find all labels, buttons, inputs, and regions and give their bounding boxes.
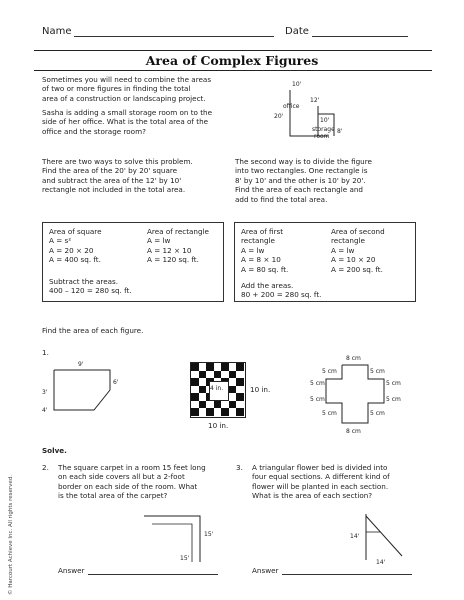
date-field[interactable] bbox=[312, 36, 408, 37]
fig3-top-dim: 8 cm bbox=[346, 355, 361, 362]
checker-square bbox=[214, 401, 222, 409]
checker-square bbox=[221, 363, 229, 371]
office-left-dim: 20' bbox=[274, 113, 284, 120]
svg-text:14': 14' bbox=[350, 533, 360, 540]
office-mid-dim: 12' bbox=[310, 97, 320, 104]
answer-field-3[interactable] bbox=[282, 574, 412, 575]
checker-square bbox=[191, 378, 199, 386]
svg-text:5 cm: 5 cm bbox=[322, 410, 337, 417]
answer-field-2[interactable] bbox=[88, 574, 218, 575]
checker-square bbox=[229, 371, 237, 379]
question-2-text: The square carpet in a room 15 feet long on each side covers all but a 2-foot border on each side of the room. What is the total area of the carpet? bbox=[58, 463, 206, 501]
fig2-right-dim: 10 in. bbox=[250, 385, 271, 394]
question-3-text: A triangular flower bed is divided into four equal sections. A different kind of flower will be planted in each section. What is the area of each section? bbox=[252, 463, 390, 501]
checker-square bbox=[236, 393, 244, 401]
question-1-number: 1. bbox=[42, 348, 49, 357]
solution-box-two: Area of first rectangle A = lw A = 8 × 10 A = 80 sq. ft. Area of second rectangle A = lw A = 10 × 20 A = 200 sq. ft. Add the areas. 80 + 200 = 280 sq. ft. bbox=[234, 222, 416, 302]
svg-text:5 cm: 5 cm bbox=[310, 396, 325, 403]
checker-square bbox=[191, 393, 199, 401]
question-2-diagram bbox=[140, 510, 220, 570]
svg-text:15': 15' bbox=[204, 531, 214, 538]
checker-square bbox=[229, 401, 237, 409]
answer-label-3: Answer bbox=[252, 566, 279, 575]
checker-square bbox=[191, 408, 199, 416]
checker-square bbox=[199, 386, 207, 394]
checker-square bbox=[229, 386, 237, 394]
office-top-dim: 10' bbox=[292, 81, 302, 88]
checker-square bbox=[236, 363, 244, 371]
fig2-inner-dim: 4 in. bbox=[210, 385, 224, 392]
office-diagram bbox=[270, 78, 360, 148]
office-label: office bbox=[283, 103, 300, 110]
svg-text:5 cm: 5 cm bbox=[386, 396, 401, 403]
checker-square bbox=[214, 371, 222, 379]
fig2-bottom-dim: 10 in. bbox=[208, 421, 229, 430]
method-two-text: The second way is to divide the figure into two rectangles. One rectangle is 8' by 10' and the other is 10' by 20'. Find the area of each rectangle and add to find the total area. bbox=[235, 157, 372, 204]
method-one-text: There are two ways to solve this problem. Find the area of the 20' by 20' square and subtract the area of the 12' by 10' rectangle not included in the total area. bbox=[42, 157, 193, 195]
svg-text:5 cm: 5 cm bbox=[370, 410, 385, 417]
svg-text:15': 15' bbox=[180, 555, 190, 562]
fig1-bottom-dim: 4' bbox=[42, 407, 48, 414]
question-2-number: 2. bbox=[42, 463, 49, 472]
figure-1 bbox=[42, 360, 140, 430]
page-title: Area of Complex Figures bbox=[145, 53, 319, 68]
checker-square bbox=[236, 378, 244, 386]
solve-heading: Solve. bbox=[42, 446, 67, 455]
fig3-bottom-dim: 8 cm bbox=[346, 428, 361, 435]
checker-square bbox=[236, 408, 244, 416]
name-label: Name bbox=[42, 26, 72, 37]
find-instruction: Find the area of each figure. bbox=[42, 326, 144, 335]
checker-square bbox=[199, 371, 207, 379]
svg-text:5 cm: 5 cm bbox=[310, 380, 325, 387]
question-3-number: 3. bbox=[236, 463, 243, 472]
problem-paragraph: Sasha is adding a small storage room on to the side of her office. What is the total area of the office and the storage room? bbox=[42, 108, 213, 136]
figure-3 bbox=[310, 355, 420, 445]
storage-label: storage bbox=[312, 126, 335, 133]
name-field[interactable] bbox=[74, 36, 274, 37]
office-inner-dim: 10' bbox=[320, 117, 330, 124]
svg-text:5 cm: 5 cm bbox=[386, 380, 401, 387]
checker-square bbox=[199, 401, 207, 409]
intro-paragraph: Sometimes you will need to combine the areas of two or more figures in finding the total area of a construction or landscaping project. bbox=[42, 75, 212, 103]
svg-text:5 cm: 5 cm bbox=[322, 368, 337, 375]
svg-text:14': 14' bbox=[376, 559, 386, 566]
solution-box-one: Area of square A = s² A = 20 × 20 A = 400 sq. ft. Area of rectangle A = lw A = 12 × 10 A = 120 sq. ft. Subtract the areas. 400 – 120 = 280 sq. ft. bbox=[42, 222, 224, 302]
fig1-top-dim: 9' bbox=[78, 361, 84, 368]
checker-square bbox=[206, 363, 214, 371]
room-label: room bbox=[314, 133, 330, 140]
date-label: Date bbox=[285, 26, 309, 37]
checker-square bbox=[206, 408, 214, 416]
fig1-inner-dim: 3' bbox=[42, 389, 48, 396]
checker-square bbox=[221, 408, 229, 416]
svg-text:5 cm: 5 cm bbox=[370, 368, 385, 375]
checker-square bbox=[191, 363, 199, 371]
fig1-right-dim: 6' bbox=[113, 379, 119, 386]
question-3-diagram bbox=[340, 510, 420, 570]
copyright-notice: © Harcourt Achieve Inc. All rights reserved. bbox=[8, 474, 14, 595]
office-right-dim: 8' bbox=[337, 128, 343, 135]
answer-label-2: Answer bbox=[58, 566, 85, 575]
